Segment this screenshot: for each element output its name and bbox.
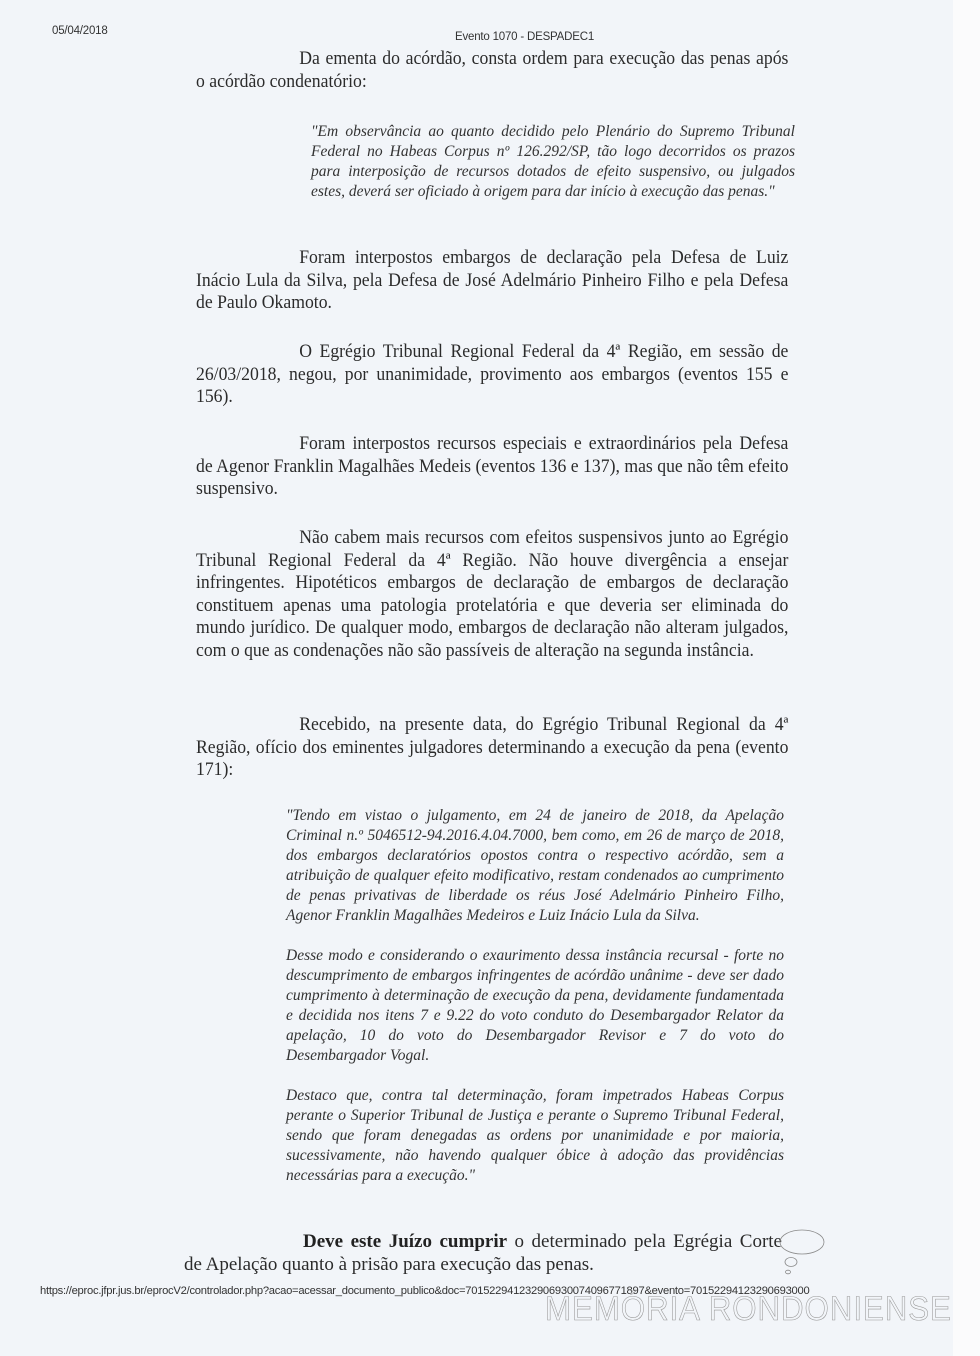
- closing-bold-text: Deve este Juízo cumprir: [303, 1231, 508, 1252]
- header-event: Evento 1070 - DESPADEC1: [455, 31, 595, 43]
- thought-bubble-icon: [778, 1228, 828, 1288]
- paragraph-ementa: Da ementa do acórdão, consta ordem para execução das penas após o acórdão condenatório:: [196, 48, 789, 92]
- quote-oficio-paragraph: Destaco que, contra tal determinação, foram impetrados Habeas Corpus perante o Superior Tribunal de Justiça e perante o Supremo Tribunal Federal, sendo que foram denegadas as ordens por unanimidade e por maioria, sucessivamente, não havendo qualquer óbice à adoção das providências necessárias para a execução.": [286, 1087, 784, 1184]
- document-url-link[interactable]: https://eproc.jfpr.jus.br/eprocV2/controlador.php?acao=acessar_documento_publico&doc=701522941232906930074096771897&evento=70152294123290693000: [40, 1285, 810, 1297]
- paragraph-closing: [184, 1231, 782, 1276]
- page-margin-strip: [953, 0, 980, 1356]
- watermark-text: MEMÓRIA RONDONIENSE: [545, 1290, 952, 1328]
- paragraph-recebido-oficio: Recebido, na presente data, do Egrégio Tribunal Regional da 4ª Região, ofício dos eminentes julgadores determinando a execução da pena (evento 171):: [196, 714, 789, 780]
- paragraph-recursos-especiais: Foram interpostos recursos especiais e extraordinários pela Defesa de Agenor Franklin Magalhães Medeis (eventos 136 e 137), mas que não têm efeito suspensivo.: [196, 433, 789, 499]
- header-date: 05/04/2018: [52, 25, 108, 37]
- quote-oficio-trf4: [286, 806, 784, 1206]
- quote-oficio-paragraph: "Tendo em vistao o julgamento, em 24 de janeiro de 2018, da Apelação Criminal n.º 5046512-94.2016.4.04.7000, bem como, em 26 de março de 2018, dos embargos declaratórios opostos contra o respectivo acórdão, sem a atribuição de qualquer efeito modificativo, restam condenados ao cumprimento de penas privativas de liberdade os réus José Adelmário Pinheiro Filho, Agenor Franklin Magalhães Medeiros e Luiz Inácio Lula da Silva.: [286, 807, 784, 924]
- paragraph-trf4-session: O Egrégio Tribunal Regional Federal da 4ª Região, em sessão de 26/03/2018, negou, por unanimidade, provimento aos embargos (eventos 155 e 156).: [196, 341, 789, 407]
- paragraph-embargos-declaracao: Foram interpostos embargos de declaração pela Defesa de Luiz Inácio Lula da Silva, pela Defesa de José Adelmário Pinheiro Filho e pela Defesa de Paulo Okamoto.: [196, 247, 789, 313]
- closing-text: o determinado pela Egrégia Corte de Apelação quanto à prisão para execução das penas.: [184, 1231, 782, 1275]
- paragraph-nao-cabem-recursos: Não cabem mais recursos com efeitos suspensivos junto ao Egrégio Tribunal Regional Federal da 4ª Região. Não houve divergência a ensejar infringentes. Hipotéticos embargos de declaração de embargos de declaração constituem apenas uma patologia protelatória e que deveria ser eliminada do mundo jurídico. De qualquer modo, embargos de declaração não alteram julgados, com o que as condenações não são passíveis de alteração na segunda instância.: [196, 527, 789, 661]
- quote-stf: "Em observância ao quanto decidido pelo Plenário do Supremo Tribunal Federal no Habeas Corpus nº 126.292/SP, tão logo decorridos os prazos para interposição de recursos dotados de efeito suspensivo, ou julgados estes, deverá ser oficiado à origem para dar início à execução das penas.": [311, 123, 795, 200]
- quote-oficio-paragraph: Desse modo e considerando o exaurimento dessa instância recursal - forte no descumprimento de embargos infringentes de acórdão unânime - deve ser dado cumprimento à determinação de execução da pena, devidamente fundamentada e decidida nos itens 7 e 9.22 do voto conduto do Desembargador Relator da apelação, 10 do voto do Desembargador Revisor e 7 do voto do Desembargador Vogal.: [286, 947, 784, 1064]
